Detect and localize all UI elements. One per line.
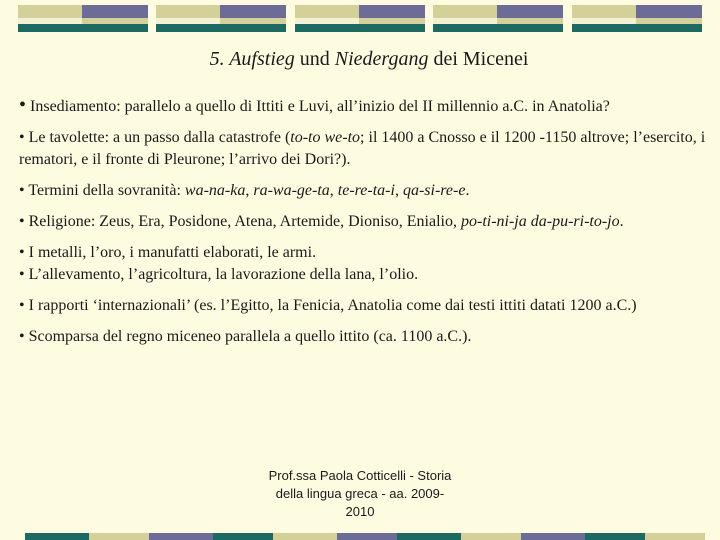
- bullet-text: Religione: Zeus, Era, Posidone, Atena, Artemide, Dioniso, Enialio,: [28, 213, 461, 230]
- footer-tile: [89, 533, 149, 540]
- bullet-tavolette: • Le tavolette: a un passo dalla catastrofe (to-to we-to; il 1400 a Cnosso e il 1200 -1150 altrove; l’esercito, i rematori, e il fronte di Pleurone; l’arrivo dei Dori?).: [19, 129, 706, 168]
- bullet-text: ,: [394, 182, 403, 199]
- bullet-metalli: • I metalli, l’oro, i manufatti elaborati, le armi.: [19, 244, 317, 261]
- bullet-text: .: [619, 213, 624, 230]
- bullet-term: po-ti-ni-ja da-pu-ri-to-jo: [460, 213, 620, 230]
- decorative-header-band: [0, 5, 720, 35]
- footer-line: Prof.ssa Paola Cotticelli - Storia: [268, 468, 452, 483]
- header-tile: [636, 5, 702, 18]
- bullet-text: ; il 1400 a Cnosso e il 1200 -1150 altrove; l’esercito, i rematori, e il fronte di Pleurone; l’arrivo dei Dori?).: [19, 129, 706, 168]
- title-aufstieg: Aufstieg: [229, 48, 295, 70]
- header-tile: [220, 5, 286, 18]
- bullet-text: Insediamento: parallelo a quello di Ittiti e Luvi, all’inizio del II millennio a.C. in Anatolia?: [30, 98, 610, 115]
- bullet-text: I rapporti ‘internazionali’ (es. l’Egitto, la Fenicia, Anatolia come dai testi ittiti datati 1200 a.C.): [28, 297, 637, 314]
- footer-tile: [397, 533, 461, 540]
- footer-tile: [585, 533, 645, 540]
- slide-title: [0, 46, 720, 72]
- footer-tile: [213, 533, 273, 540]
- header-tile: [497, 5, 563, 18]
- header-tile: [572, 24, 702, 32]
- header-tile: [156, 24, 286, 32]
- bullet-term: qa-si-re-e: [402, 182, 466, 199]
- bullet-text: L’allevamento, l’agricoltura, la lavorazione della lana, l’olio.: [28, 266, 419, 283]
- bullet-term: te-re-ta-i: [337, 182, 395, 199]
- header-tile: [18, 5, 82, 18]
- footer-tile: [149, 533, 213, 540]
- header-tile: [82, 5, 148, 18]
- bullet-religione: • Religione: Zeus, Era, Posidone, Atena, Artemide, Dioniso, Enialio, po-ti-ni-ja da-pu-ri-to-jo.: [19, 213, 624, 230]
- header-tile: [359, 5, 425, 18]
- header-tile: [572, 5, 636, 18]
- bullet-text: Le tavolette: a un passo dalla catastrofe (: [28, 129, 291, 146]
- footer-tile: [521, 533, 585, 540]
- footer-tile: [273, 533, 337, 540]
- bullet-text: Termini della sovranità:: [28, 182, 185, 199]
- slide-body: [19, 94, 709, 357]
- bullet-allevamento: • L’allevamento, l’agricoltura, la lavorazione della lana, l’olio.: [19, 266, 419, 283]
- header-tile: [433, 24, 563, 32]
- footer-tile: [461, 533, 521, 540]
- bullet-term: wa-na-ka: [184, 182, 246, 199]
- bullet-insediamento: • Insediamento: parallelo a quello di Ittiti e Luvi, all’inizio del II millennio a.C. in Anatolia?: [19, 94, 610, 116]
- bullet-text: .: [465, 182, 470, 199]
- header-tile: [156, 5, 220, 18]
- bullet-scomparsa: • Scomparsa del regno miceneo parallela a quello ittito (ca. 1100 a.C.).: [19, 328, 472, 345]
- header-tile: [18, 24, 148, 32]
- footer-line: della lingua greca - aa. 2009-: [275, 486, 445, 501]
- bullet-sovranita: • Termini della sovranità: wa-na-ka, ra-wa-ge-ta, te-re-ta-i, qa-si-re-e.: [19, 182, 470, 199]
- footer-tile: [645, 533, 705, 540]
- footer-line: 2010: [345, 504, 375, 519]
- title-niedergang: Niedergang: [334, 48, 429, 70]
- bullet-term: to-to we-to: [290, 129, 361, 146]
- footer-tile: [337, 533, 397, 540]
- bullet-text: Scomparsa del regno miceneo parallela a quello ittito (ca. 1100 a.C.).: [28, 328, 472, 345]
- bullet-rapporti: • I rapporti ‘internazionali’ (es. l’Egitto, la Fenicia, Anatolia come dai testi ittiti datati 1200 a.C.): [19, 297, 637, 314]
- footer-tile: [25, 533, 89, 540]
- decorative-footer-band: [0, 533, 720, 540]
- title-und: und: [294, 48, 335, 70]
- bullet-text: I metalli, l’oro, i manufatti elaborati, le armi.: [28, 244, 317, 261]
- bullet-text: ,: [245, 182, 254, 199]
- bullet-text: ,: [329, 182, 338, 199]
- header-tile: [295, 5, 359, 18]
- bullet-term: ra-wa-ge-ta: [253, 182, 330, 199]
- slide-footer: [245, 467, 475, 521]
- title-rest: dei Micenei: [428, 48, 529, 70]
- header-tile: [433, 5, 497, 18]
- title-number: 5.: [209, 48, 230, 70]
- header-tile: [295, 24, 425, 32]
